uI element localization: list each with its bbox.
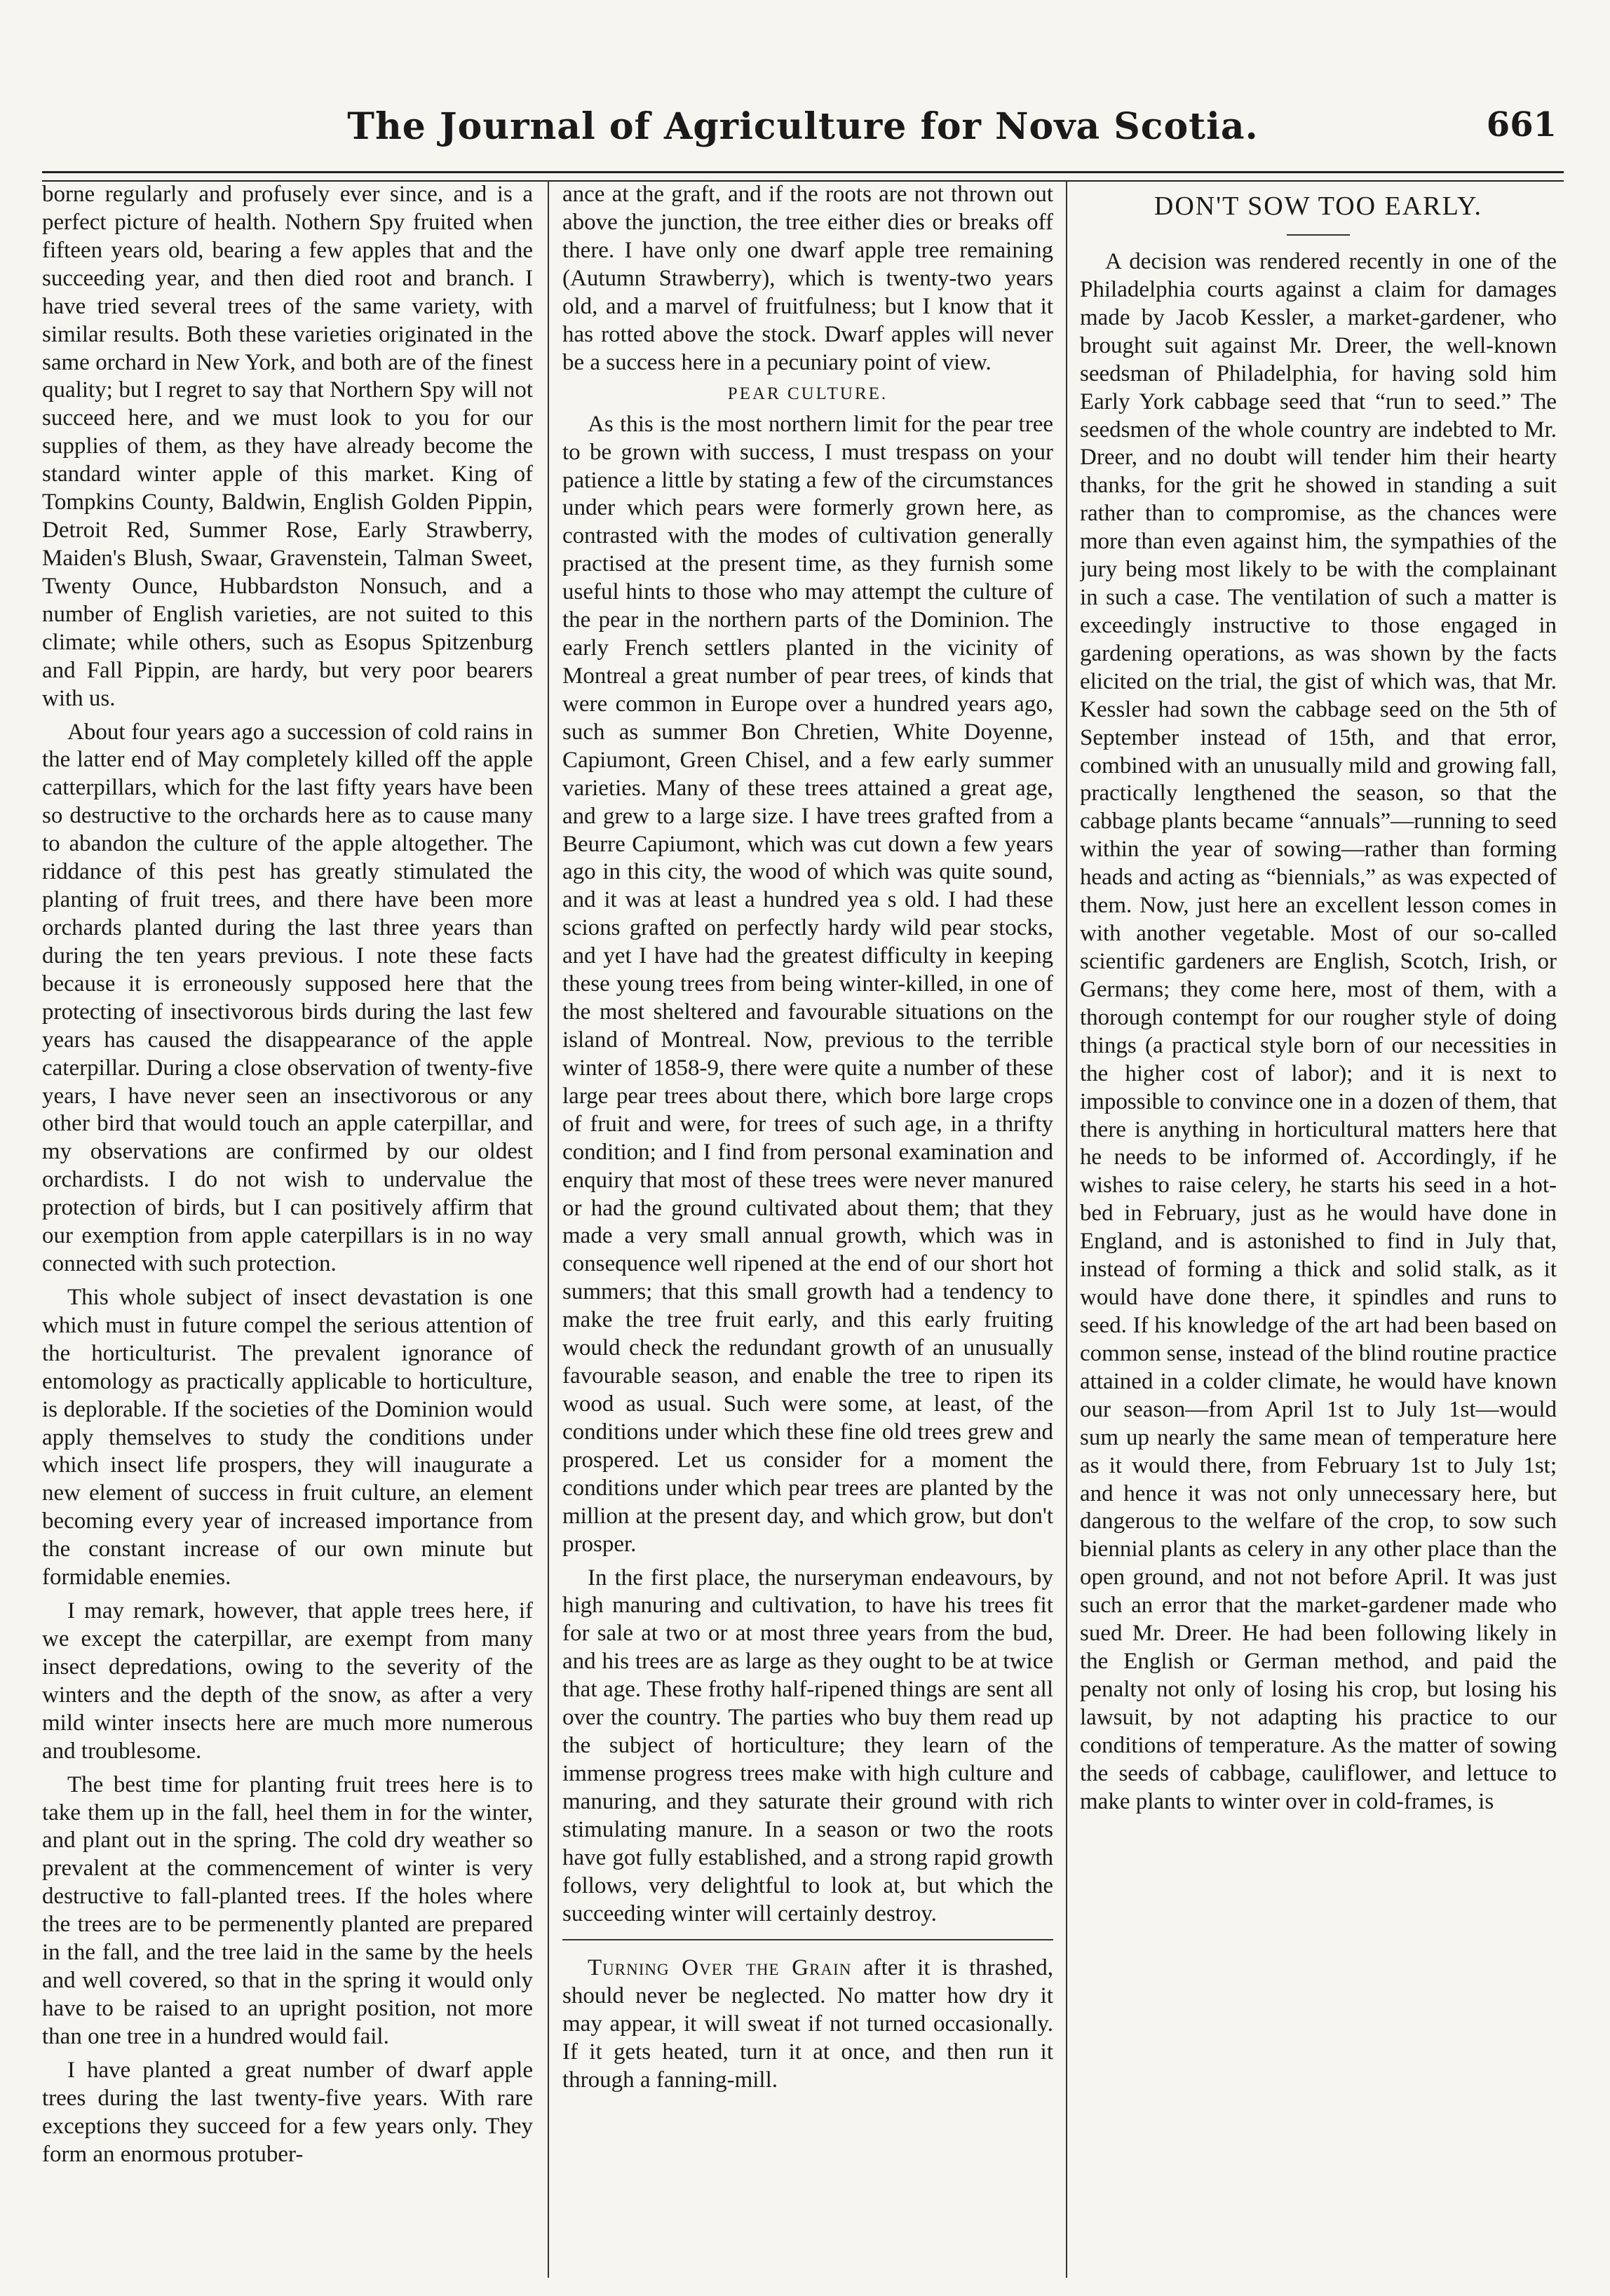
paragraph: I may remark, however, that apple trees here, if we except the caterpillar, are exempt from many insect depredations, owing to the severity of the winters and the depth of the snow, as after a very mild winter insects here are much more numerous and troublesome. (42, 1598, 533, 1764)
column-3 (1080, 181, 1557, 2278)
paragraph: In the first place, the nurseryman endeavours, by high manuring and cultivation, to have his trees fit for sale at two or at most three years from the bud, and his trees are as large as they ought to be at twice that age. These frothy half-ripened things are sent all over the country. The parties who buy them read up the subject of horticulture; they learn of the immense progress trees make with high culture and manuring, and they saturate their ground with rich stimulating manure. In a season or two the roots have got fully established, and a strong rapid growth follows, very delightful to look at, but which the succeeding winter will certainly destroy. (562, 1565, 1053, 1926)
column-divider (1066, 181, 1067, 2278)
section-heading: PEAR CULTURE. (727, 384, 888, 404)
column-2 (562, 181, 1053, 2278)
paragraph: ance at the graft, and if the roots are not thrown out above the junction, the tree either dies or breaks off there. I have only one dwarf apple tree remaining (Autumn Strawberry), which is twenty-two years old, and a marvel of fruitfulness; but I know that it has rotted above the stock. Dwarf apples will never be a success here in a pecuniary point of view. (562, 182, 1053, 375)
paragraph: This whole subject of insect devastation is one which must in future compel the serious attention of the horticulturist. The prevalent ignorance of entomology as practically applicable to horticulture, is deplorable. If the societies of the Dominion would apply themselves to study the conditions under which insect life prospers, they will inaugurate a new element of success in fruit culture, an element becoming every year of increased importance from the constant increase of our own minute but formidable enemies. (42, 1284, 533, 1591)
paragraph: borne regularly and profusely ever since, and is a perfect picture of health. Nothern Spy fruited when fifteen years old, bearing a few apples that and the succeeding year, and then died root and branch. I have tried several trees of the same variety, with similar results. Both these varieties originated in the same orchard in New York, and both are of the finest quality; but I regret to say that Northern Spy will not succeed here, and we must look to you for our supplies of them, as they have already become the standard winter apple of this market. King of Tompkins County, Baldwin, English Golden Pippin, Detroit Red, Summer Rose, Early Strawberry, Maiden's Blush, Swaar, Gravenstein, Talman Sweet, Twenty Ounce, Hubbardston Nonsuch, and a number of English varieties, are not suited to this climate; while others, such as Esopus Spitzenburg and Fall Pippin, are hardy, but very poor bearers with us. (42, 182, 533, 711)
paragraph: The best time for planting fruit trees here is to take them up in the fall, heel them in for the winter, and plant out in the spring. The cold dry weather so prevalent at the commencement of winter is very destructive to fall-planted trees. If the holes where the trees are to be permenently planted are prepared in the fall, and the tree laid in the same by the heels and well covered, so that in the spring it would only have to be raised to an upright position, not more than one tree in a hundred would fail. (42, 1771, 533, 2049)
section-divider (562, 1939, 1053, 1940)
paragraph: I have planted a great number of dwarf apple trees during the last twenty-five years. With rare exceptions they succeed for a few years only. They form an enormous protuber- (42, 2057, 533, 2167)
journal-title: The Journal of Agriculture for Nova Scotia. (347, 105, 1259, 148)
page-number: 661 (1486, 105, 1557, 144)
paragraph: A decision was rendered recently in one of the Philadelphia courts against a claim for damages made by Jacob Kessler, a market-gardener, who brought suit against Mr. Dreer, the well-known seedsman of Philadelphia, for having sold him Early York cabbage seed that “run to seed.” The seedsmen of the whole country are indebted to Mr. Dreer, and no doubt will tender him their hearty thanks, for the grit he showed in standing a suit rather than to compromise, as the chances were more than even against him, the sympathies of the jury being most likely to be with the complainant in such a case. The ventilation of such a matter is exceedingly instructive to those engaged in gardening operations, as was shown by the facts elicited on the trial, the gist of which was, that Mr. Kessler had sown the cabbage seed on the 5th of September instead of 15th, and that error, combined with an unusually mild and growing fall, practically lengthened the season, so that the cabbage plants became “annuals”—running to seed within the year of sowing—rather than forming heads and acting as “biennials,” as was expected of them. Now, just here an excellent lesson comes in with another vegetable. Most of our so-called scientific gardeners are English, Scotch, Irish, or Germans; they come here, most of them, with a thorough contempt for our rougher style of doing things (a practical style born of our necessities in the higher cost of labor); and it is next to impossible to convince one in a dozen of them, that there is anything in horticultural matters here that he needs to be informed of. Accordingly, if he wishes to raise celery, he starts his seed in a hot-bed in February, just as he would have done in England, and is astonished to find in July that, instead of forming a thick and solid stalk, as it would have done there, it spindles and runs to seed. If his knowledge of the art had been based on common sense, instead of the blind routine practice attained in a colder climate, he would have known our season—from April 1st to July 1st—would sum up nearly the same mean of temperature here as it would there, from February 1st to July 1st; and hence it was not only unnecessary here, but dangerous to the welfare of the crop, to sow such biennial plants as celery in any other place than the open ground, and not not before April. It was just such an error that the market-gardener made who sued Mr. Dreer. He had been following likely in the English or German method, and paid the penalty not only of losing his crop, but losing his lawsuit, by not adapting his practice to our conditions of temperature. As the matter of sowing the seeds of cabbage, cauliflower, and lettuce to make plants to winter over in cold-frames, is (1080, 248, 1557, 1814)
paragraph: About four years ago a succession of cold rains in the latter end of May completely killed off the apple catterpillars, which for the last fifty years have been so destructive to the orchards here as to cause many to abandon the culture of the apple altogether. The riddance of this pest has greatly stimulated the planting of fruit trees, and there have been more orchards planted during the last three years than during the ten years previous. I note these facts because it is erroneously supposed here that the protecting of insectivorous birds during the last few years has caused the disappearance of the apple caterpillar. During a close observation of twenty-five years, I have never seen an insectivorous or any other bird that would touch an apple caterpillar, and my observations are confirmed by our oldest orchardists. I do not wish to undervalue the protection of birds, but I can positively affirm that our exemption from apple caterpillars is in no way connected with such protection. (42, 719, 533, 1277)
page-header (42, 105, 1564, 168)
header-rule (42, 171, 1564, 182)
title-rule (1287, 234, 1350, 236)
note-paragraph (562, 1954, 1053, 2095)
note-lead: Turning Over the Grain (588, 1955, 852, 1981)
column-divider (548, 181, 549, 2278)
article-title: DON'T SOW TOO EARLY. (1154, 191, 1483, 221)
column-1 (42, 181, 533, 2278)
note-text: after it is thrashed, should never be neglected. No matter how dry it may appear, it will sweat if not turned occasionally. If it gets heated, turn it at once, and then run it through a fanning-mill. (562, 1955, 1053, 2093)
paragraph: As this is the most northern limit for the pear tree to be grown with success, I must trespass on your patience a little by stating a few of the circumstances under which pears were formerly grown here, as contrasted with the modes of cultivation generally practised at the present time, as they furnish some useful hints to those who may attempt the culture of the pear in the northern parts of the Dominion. The early French settlers planted in the vicinity of Montreal a great number of pear trees, of kinds that were common in Europe over a hundred years ago, such as summer Bon Chretien, White Doyenne, Capiumont, Green Chisel, and a few early summer varieties. Many of these trees attained a great age, and grew to a large size. I have trees grafted from a Beurre Capiumont, which was cut down a few years ago in this city, the wood of which was quite sound, and it was at least a hundred yea s old. I had these scions grafted on perfectly hardy wild pear stocks, and yet I have had the greatest difficulty in keeping these young trees from being winter-killed, in one of the most sheltered and favourable situations on the island of Montreal. Now, previous to the terrible winter of 1858-9, there were quite a number of these large pear trees about there, which bore large crops of fruit and were, for trees of such age, in a thrifty condition; and I find from personal examination and enquiry that most of these trees were never manured or had the ground cultivated about them; that they made a very small annual growth, which was in consequence well ripened at the end of our short hot summers; that this small growth had a tendency to make the tree fruit early, and this early fruiting would check the redundant growth of an unusually favourable season, and enable the tree to ripen its wood as usual. Such were some, at least, of the conditions under which these fine old trees grew and prospered. Let us consider for a moment the conditions under which pear trees are planted by the million at the present day, and which grow, but don't prosper. (562, 411, 1053, 1557)
